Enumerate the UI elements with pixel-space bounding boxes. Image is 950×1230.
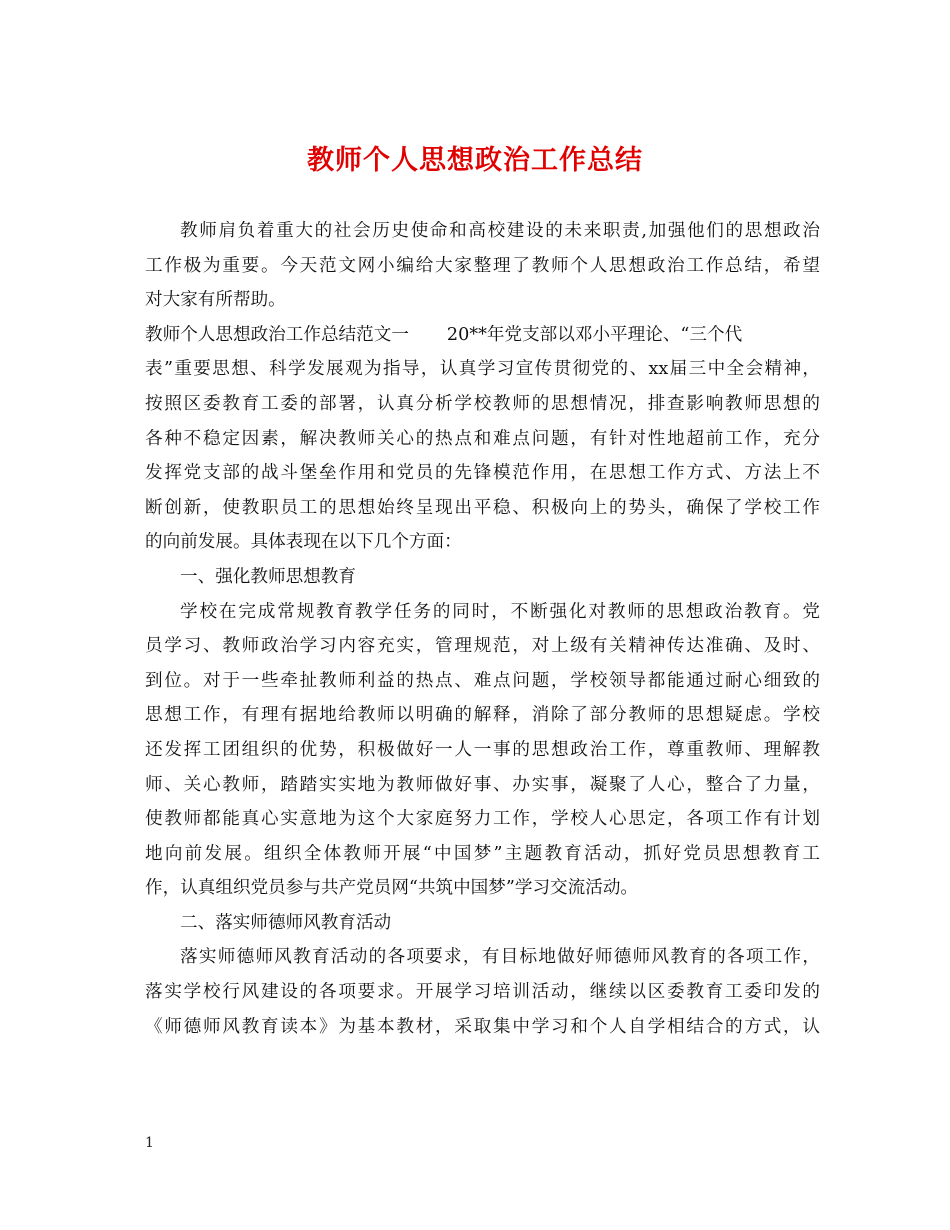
text-line: 的向前发展。具体表现在以下几个方面： xyxy=(145,532,462,553)
section-first-line xyxy=(145,318,820,353)
text-line: 学校在完成常规教育教学任务的同时，不断强化对教师的思想政治教育。党 xyxy=(180,601,820,622)
text-line: 各种不稳定因素，解决教师关心的热点和难点问题，有针对性地超前工作，充分 xyxy=(145,428,820,449)
text-line: 员学习、教师政治学习内容充实，管理规范，对上级有关精神传达准确、及时、 xyxy=(145,636,820,657)
text-line: 还发挥工团组织的优势，积极做好一人一事的思想政治工作，尊重教师、理解教 xyxy=(145,739,820,760)
text-line: 工作极为重要。今天范文网小编给大家整理了教师个人思想政治工作总结，希望 xyxy=(145,255,820,276)
text-line: 对大家有所帮助。 xyxy=(145,290,286,311)
text-line: 落实学校行风建设的各项要求。开展学习培训活动，继续以区委教育工委印发的 xyxy=(145,982,820,1003)
text-line: 到位。对于一些牵扯教师利益的热点、难点问题，学校领导都能通过耐心细致的 xyxy=(145,670,820,691)
text-line: 断创新，使教职员工的思想始终呈现出平稳、积极向上的势头，确保了学校工作 xyxy=(145,497,820,518)
text-line: 《师德师风教育读本》为基本教材，采取集中学习和个人自学相结合的方式，认 xyxy=(145,1016,820,1037)
document-body xyxy=(145,214,820,1044)
text-line: 发挥党支部的战斗堡垒作用和党员的先锋模范作用，在思想工作方式、方法上不 xyxy=(145,463,820,484)
text-line: 作，认真组织党员参与共产党员网“共筑中国梦”学习交流活动。 xyxy=(145,878,639,899)
text-line: 落实师德师风教育活动的各项要求，有目标地做好师德师风教育的各项工作， xyxy=(180,947,820,968)
subheading: 二、落实师德师风教育活动 xyxy=(180,912,392,933)
text-line: 20**年党支部以邓小平理论、“三个代 xyxy=(446,324,743,345)
document-title: 教师个人思想政治工作总结 xyxy=(307,145,643,176)
text-line: 按照区委教育工委的部署，认真分析学校教师的思想情况，排查影响教师思想的 xyxy=(145,393,820,414)
text-line: 地向前发展。组织全体教师开展“中国梦”主题教育活动，抓好党员思想教育工 xyxy=(145,843,820,864)
page-number: 1 xyxy=(145,1135,154,1151)
text-line: 表”重要思想、科学发展观为指导，认真学习宣传贯彻党的、xx届三中全会精神， xyxy=(145,359,820,380)
text-line: 思想工作，有理有据地给教师以明确的解释，消除了部分教师的思想疑虑。学校 xyxy=(145,705,820,726)
subheading: 一、强化教师思想教育 xyxy=(180,566,356,587)
section-heading: 教师个人思想政治工作总结范文一 xyxy=(145,324,409,345)
text-line: 教师肩负着重大的社会历史使命和高校建设的未来职责,加强他们的思想政治 xyxy=(180,221,820,241)
text-line: 师、关心教师，踏踏实实地为教师做好事、办实事，凝聚了人心，整合了力量， xyxy=(145,774,820,795)
text-line: 使教师都能真心实意地为这个大家庭努力工作，学校人心思定，各项工作有计划 xyxy=(145,809,820,830)
